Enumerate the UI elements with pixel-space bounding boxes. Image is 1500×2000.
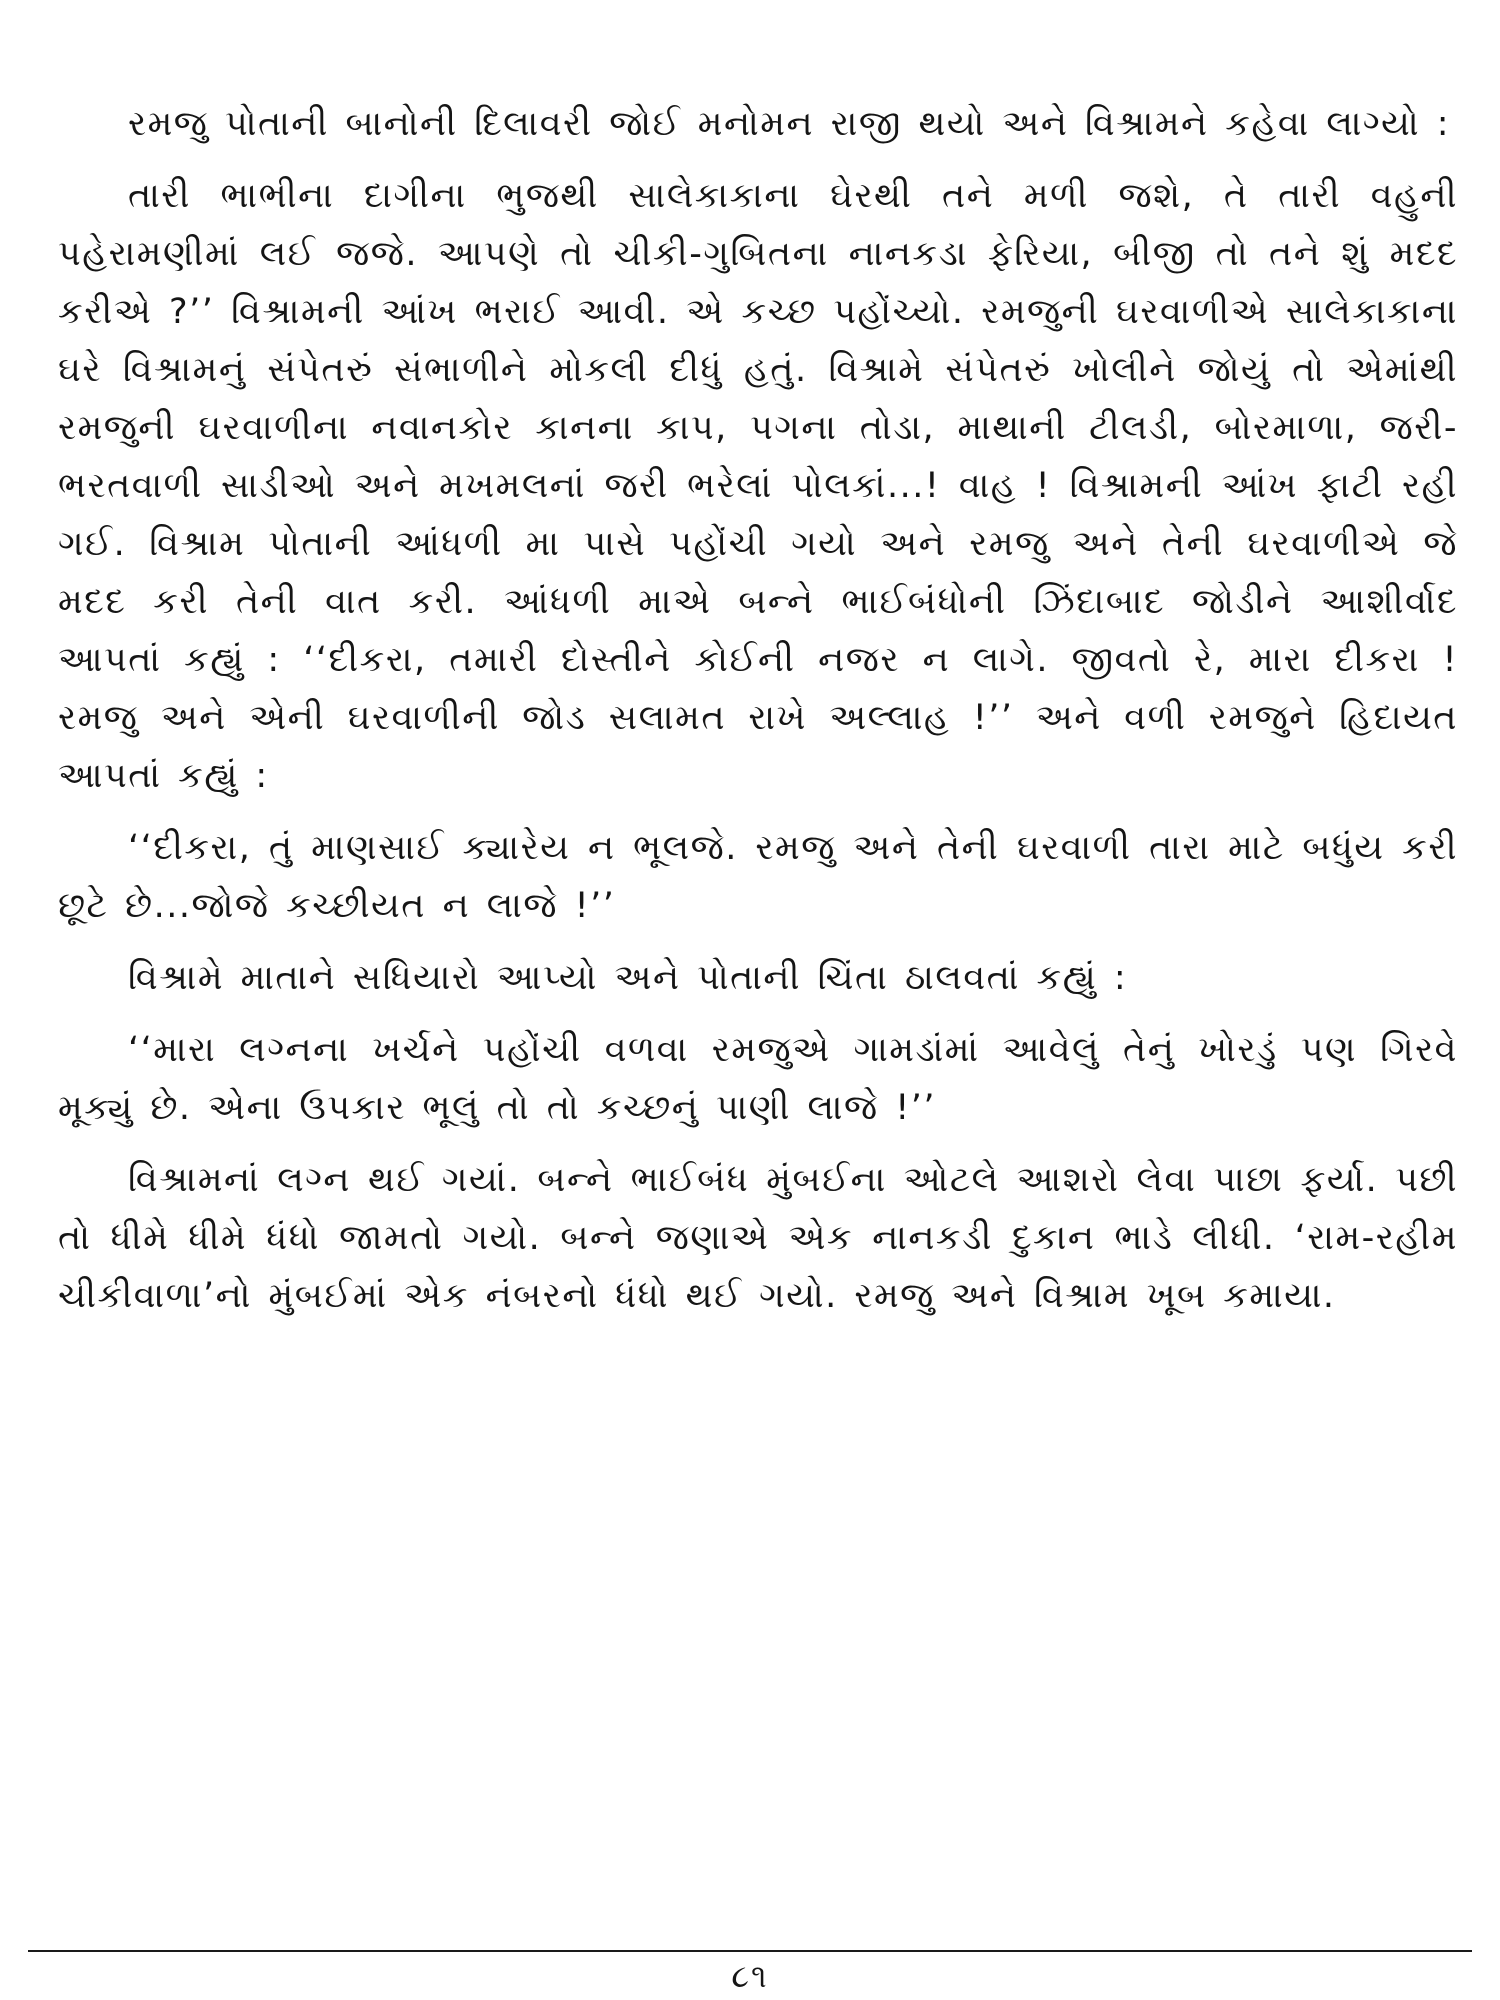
paragraph-1: રમજુ પોતાની બાનોની દિલાવરી જોઈ મનોમન રાજી થયો અને વિશ્રામને કહેવા લાગ્યો : xyxy=(128,104,1450,144)
paragraph-4: વિશ્રામે માતાને સધિયારો આપ્યો અને પોતાની ચિંતા ઠાલવતાં કહ્યું : xyxy=(128,958,1128,998)
paragraph-6: વિશ્રામનાં લગ્ન થઈ ગયાં. બન્ને ભાઈબંધ મુંબઈના ઓટલે આશરો લેવા પાછા ફર્યા. પછી તો ધીમે ધીમે ધંધો જામતો ગયો. બન્ને જણાએ એક નાનકડી દુકાન ભાડે લીધી. ‘રામ-રહીમ ચીકીવાળા’નો મુંબઈમાં એક નંબરનો ધંધો થઈ ગયો. રમજુ અને વિશ્રામ ખૂબ કમાયા. xyxy=(58,1160,1458,1316)
page-number: ૮૧ xyxy=(731,1957,769,1995)
footer-divider xyxy=(28,1950,1472,1952)
paragraph-2: તારી ભાભીના દાગીના ભુજથી સાલેકાકાના ઘેરથી તને મળી જશે, તે તારી વહુની પહેરામણીમાં લઈ જજે. આપણે તો ચીકી-ગુબિતના નાનકડા ફેરિયા, બીજી તો તને શું મદદ કરીએ ?’’ વિશ્રામની આંખ ભરાઈ આવી. એ કચ્છ પહોંચ્યો. રમજુની ઘરવાળીએ સાલેકાકાના ઘરે વિશ્રામનું સંપેતરું સંભાળીને મોકલી દીધું હતું. વિશ્રામે સંપેતરું ખોલીને જોયું તો એમાંથી રમજુની ઘરવાળીના નવાનકોર કાનના કાપ, પગના તોડા, માથાની ટીલડી, બોરમાળા, જરી-ભરતવાળી સાડીઓ અને મખમલનાં જરી ભરેલાં પોલકાં...! વાહ ! વિશ્રામની આંખ ફાટી રહી ગઈ. વિશ્રામ પોતાની આંધળી મા પાસે પહોંચી ગયો અને રમજુ અને તેની ઘરવાળીએ જે મદદ કરી તેની વાત કરી. આંધળી માએ બન્ને ભાઈબંધોની ઝિંદાબાદ જોડીને આશીર્વાદ આપતાં કહ્યું : ‘‘દીકરા, તમારી દોસ્તીને કોઈની નજર ન લાગે. જીવતો રે, મારા દીકરા ! રમજુ અને એની ઘરવાળીની જોડ સલામત રાખે અલ્લાહ !’’ અને વળી રમજુને હિદાયત આપતાં કહ્યું : xyxy=(58,176,1458,796)
paragraph-3: ‘‘દીકરા, તું માણસાઈ ક્યારેય ન ભૂલજે. રમજુ અને તેની ઘરવાળી તારા માટે બધુંય કરી છૂટે છે...જોજે કચ્છીયત ન લાજે !’’ xyxy=(58,828,1458,926)
paragraph-5: ‘‘મારા લગ્નના ખર્ચને પહોંચી વળવા રમજુએ ગામડાંમાં આવેલું તેનું ખોરડું પણ ગિરવે મૂક્યું છે. એના ઉપકાર ભૂલું તો તો કચ્છનું પાણી લાજે !’’ xyxy=(58,1030,1458,1128)
body-text xyxy=(58,95,1458,1339)
